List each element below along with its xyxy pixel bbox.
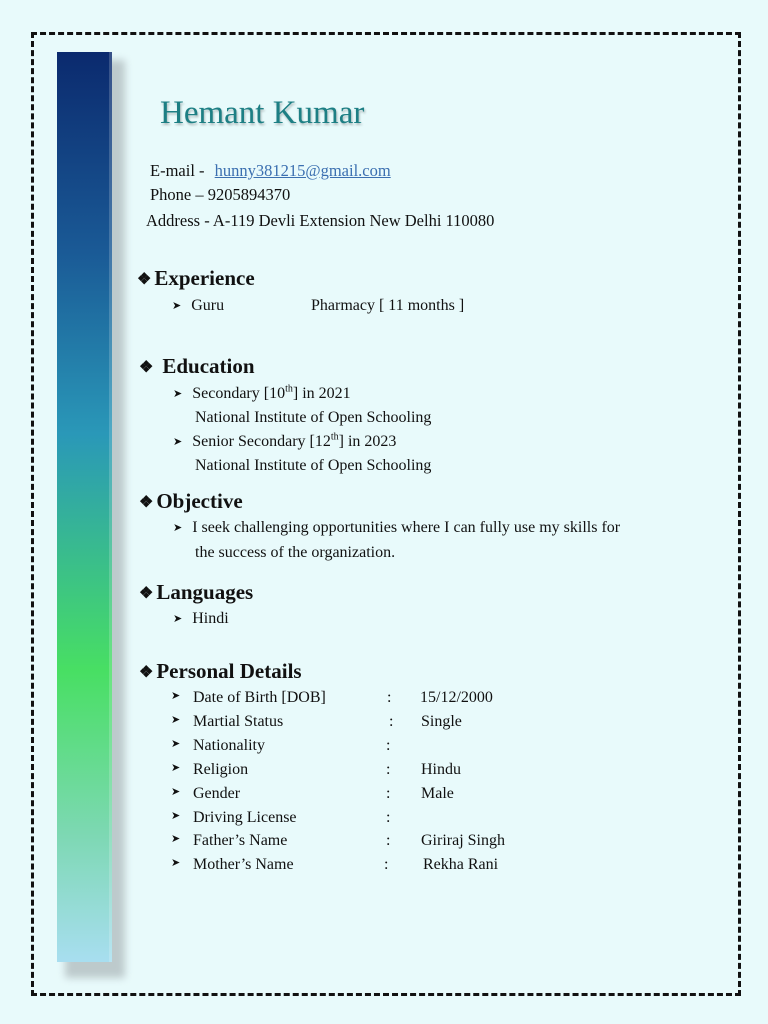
address-line: Address - A-119 Devli Extension New Delhi 110080 xyxy=(146,211,495,230)
education-item: ➤ Secondary [10th] in 2021 xyxy=(173,383,351,402)
diamond-bullet-icon: ❖ xyxy=(139,664,154,681)
diamond-bullet-icon: ❖ xyxy=(139,585,154,602)
experience-item-detail: Pharmacy [ 11 months ] xyxy=(311,297,465,314)
objective-text: ➤ I seek challenging opportunities where I can fully use my skills for xyxy=(173,519,621,536)
education-item: ➤ Senior Secondary [12th] in 2023 xyxy=(173,431,397,450)
diamond-bullet-icon: ❖ xyxy=(137,271,152,288)
email-line xyxy=(150,161,391,181)
arrow-bullet-icon: ➤ xyxy=(173,522,183,534)
objective-heading: ❖ Objective xyxy=(139,489,243,513)
arrow-bullet-icon: ➤ xyxy=(171,690,181,702)
objective-text-cont: the success of the organization. xyxy=(195,544,396,561)
arrow-bullet-icon: ➤ xyxy=(173,436,183,448)
arrow-bullet-icon: ➤ xyxy=(171,738,181,750)
arrow-bullet-icon: ➤ xyxy=(171,857,181,869)
education-institute: National Institute of Open Schooling xyxy=(195,457,432,474)
arrow-bullet-icon: ➤ xyxy=(173,388,183,400)
arrow-bullet-icon: ➤ xyxy=(171,810,181,822)
education-institute: National Institute of Open Schooling xyxy=(195,409,432,426)
diamond-bullet-icon: ❖ xyxy=(139,494,154,511)
languages-heading: ❖ Languages xyxy=(139,580,254,604)
arrow-bullet-icon: ➤ xyxy=(171,714,181,726)
personal-details-heading: ❖ Personal Details xyxy=(139,659,302,683)
education-heading: ❖ Education xyxy=(139,354,255,378)
arrow-bullet-icon: ➤ xyxy=(171,762,181,774)
diamond-bullet-icon: ❖ xyxy=(139,359,154,376)
arrow-bullet-icon: ➤ xyxy=(172,300,182,312)
arrow-bullet-icon: ➤ xyxy=(173,613,183,625)
phone-line: Phone – 9205894370 xyxy=(150,185,291,204)
email-link[interactable]: hunny381215@gmail.com xyxy=(214,161,391,180)
arrow-bullet-icon: ➤ xyxy=(171,833,181,845)
language-item: ➤ Hindi xyxy=(173,610,229,627)
arrow-bullet-icon: ➤ xyxy=(171,786,181,798)
experience-item: ➤ Guru xyxy=(172,297,225,314)
email-label: E-mail - xyxy=(150,161,205,180)
experience-heading: ❖ Experience xyxy=(137,266,255,290)
resume-name: Hemant Kumar xyxy=(160,95,365,131)
sidebar-gradient-bar xyxy=(57,52,112,962)
